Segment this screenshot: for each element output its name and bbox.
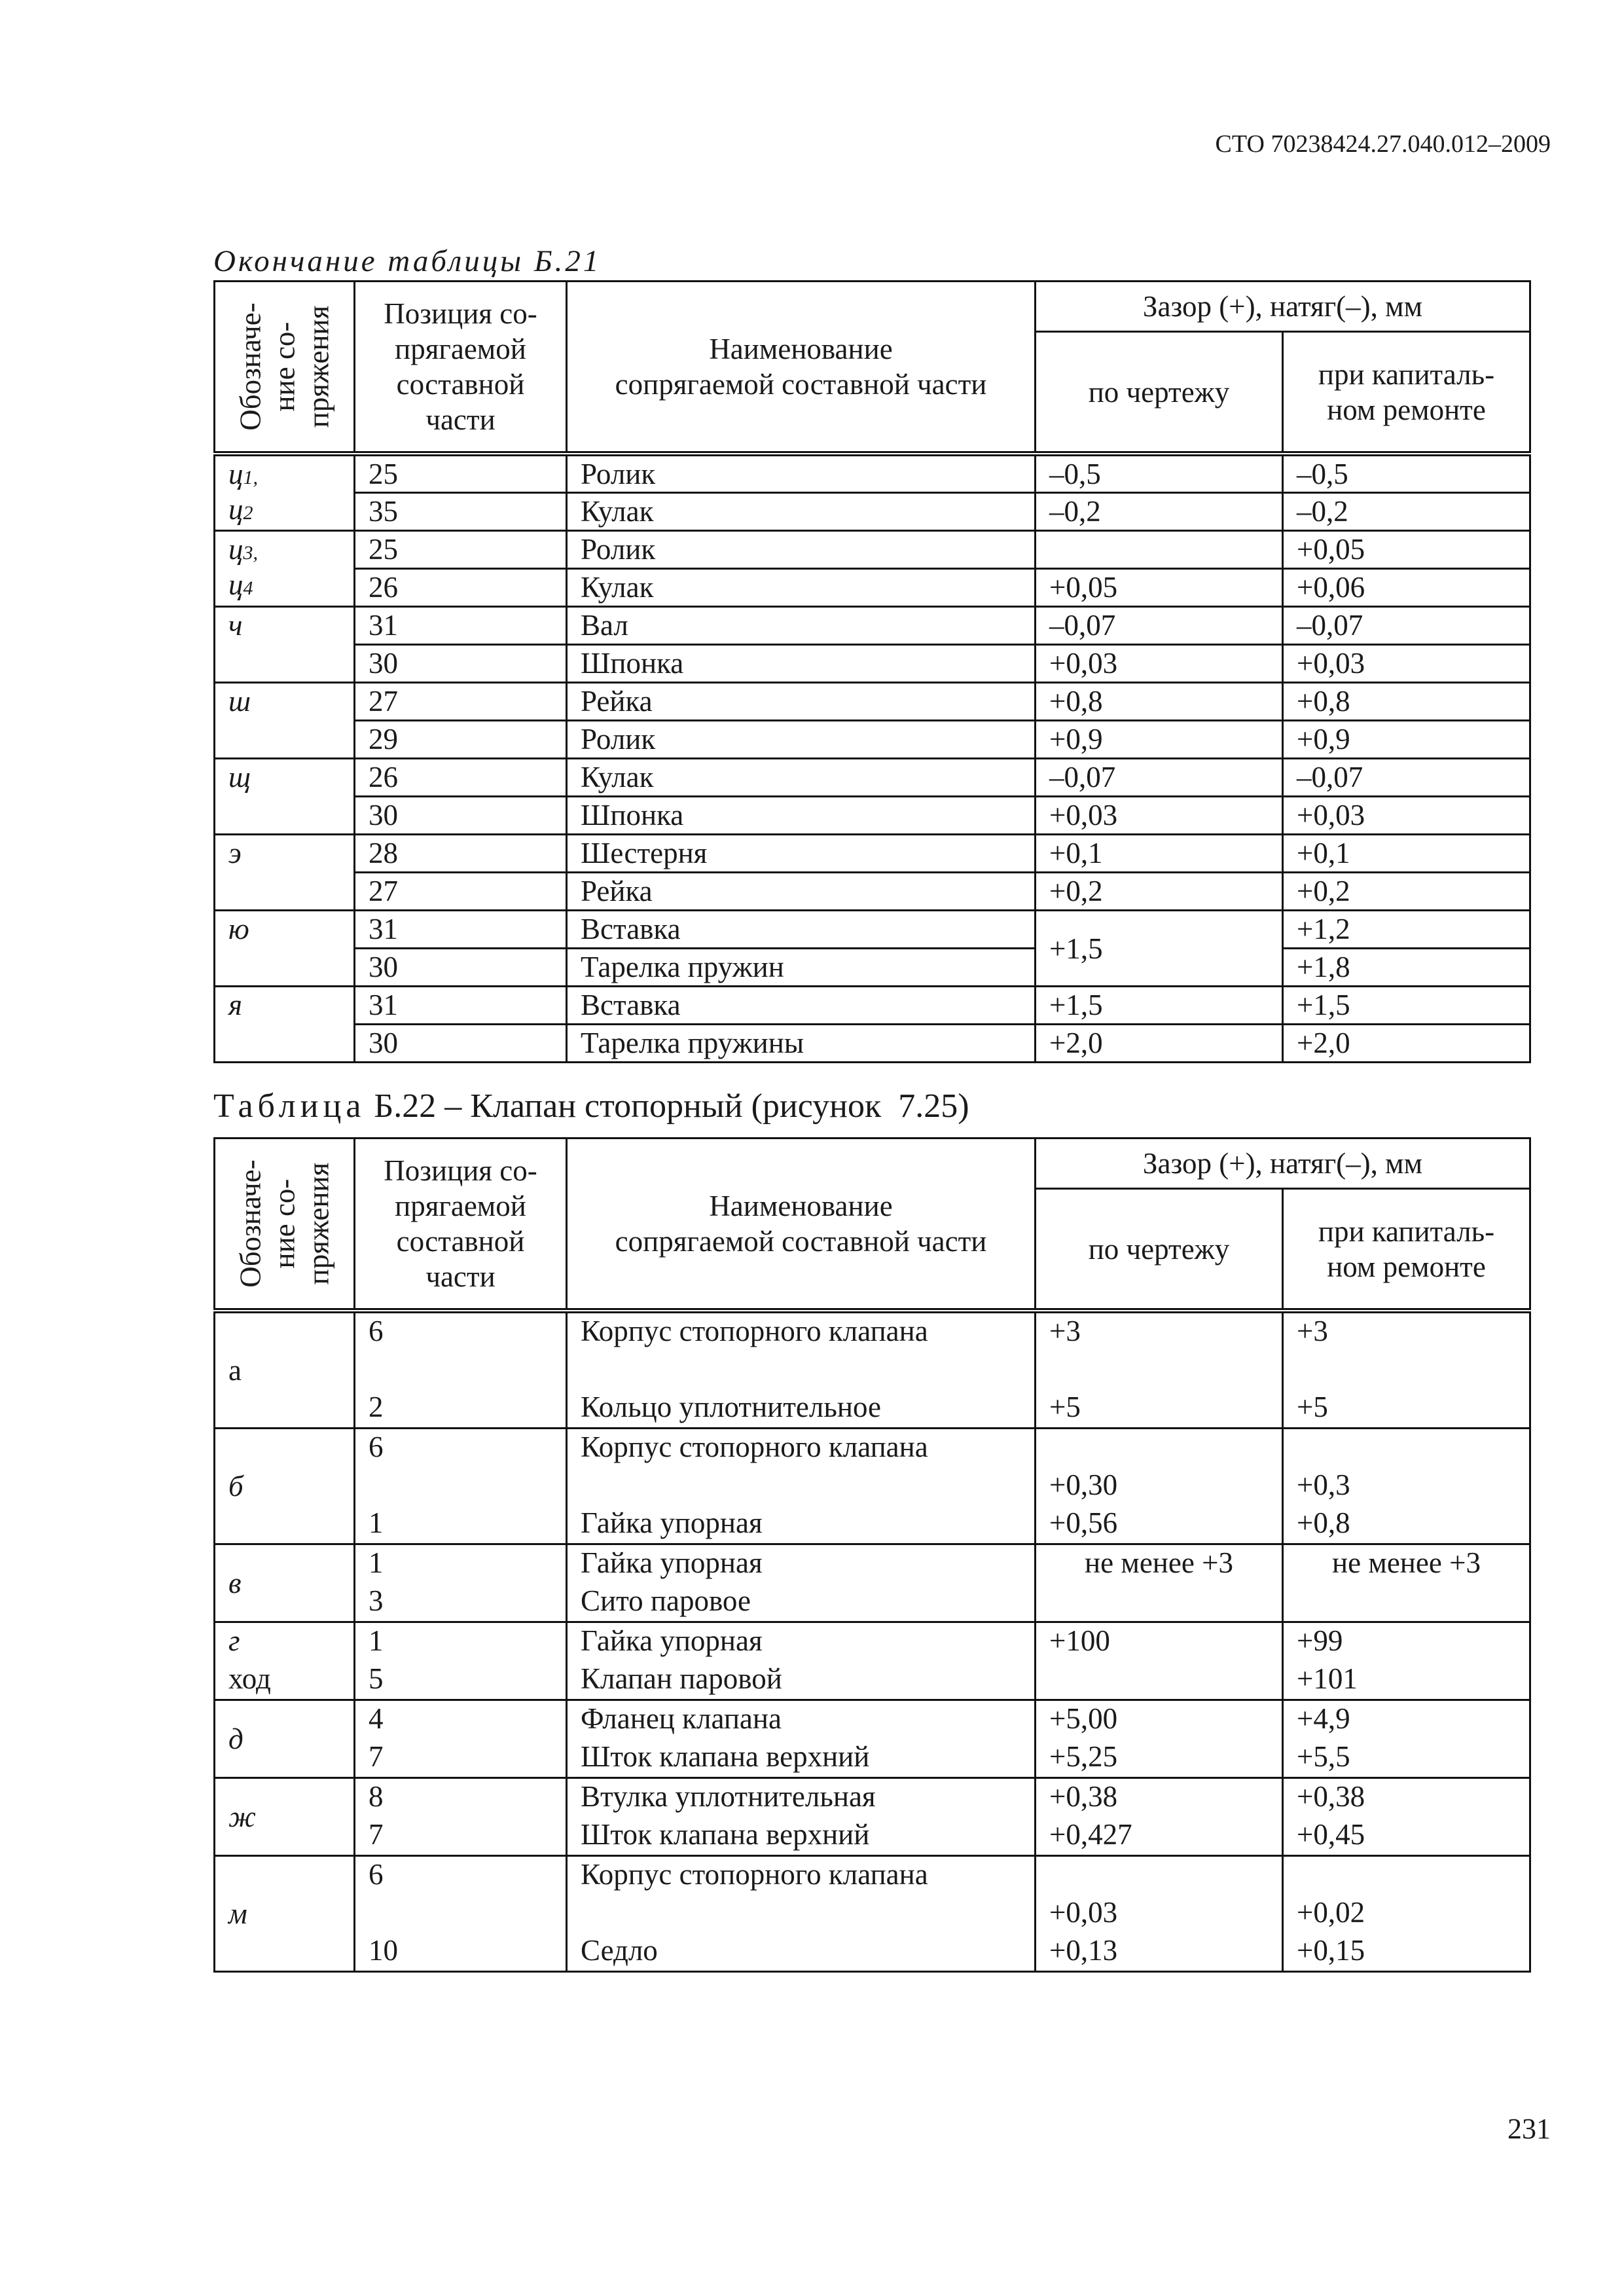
part-position: 6 2 bbox=[355, 1311, 567, 1429]
part-position: 6 1 bbox=[355, 1429, 567, 1544]
mate-designation: м bbox=[215, 1856, 355, 1972]
gap-overhaul: +0,05 bbox=[1283, 531, 1530, 569]
gap-overhaul: +0,03 bbox=[1283, 797, 1530, 835]
header-position: Позиция со- прягаемой составной части bbox=[355, 1139, 567, 1311]
gap-by-drawing: +1,5 bbox=[1036, 911, 1283, 987]
part-name: Шпонка bbox=[567, 797, 1036, 835]
table-row bbox=[215, 1311, 1530, 1429]
table-b22 bbox=[213, 1137, 1531, 1973]
table-b22-title: Таблица Б.22 – Клапан стопорный (рисунок 7.25) bbox=[213, 1087, 969, 1125]
part-position: 30 bbox=[355, 949, 567, 987]
part-position: 27 bbox=[355, 873, 567, 911]
gap-overhaul: +2,0 bbox=[1283, 1025, 1530, 1063]
gap-overhaul: +0,02 +0,15 bbox=[1283, 1856, 1530, 1972]
part-position: 28 bbox=[355, 835, 567, 873]
document-code: СТО 70238424.27.040.012–2009 bbox=[1215, 130, 1551, 158]
gap-by-drawing bbox=[1036, 531, 1283, 569]
gap-by-drawing: +0,03 bbox=[1036, 797, 1283, 835]
gap-by-drawing: +0,9 bbox=[1036, 721, 1283, 759]
part-name: Втулка уплотнительная Шток клапана верхний bbox=[567, 1778, 1036, 1856]
part-name: Корпус стопорного клапана Седло bbox=[567, 1856, 1036, 1972]
table-row bbox=[215, 797, 1530, 835]
part-name: Вал bbox=[567, 607, 1036, 645]
page-number: 231 bbox=[1507, 2113, 1551, 2145]
part-position: 8 7 bbox=[355, 1778, 567, 1856]
mate-designation: д bbox=[215, 1700, 355, 1778]
gap-overhaul: +0,03 bbox=[1283, 645, 1530, 683]
mate-designation: б bbox=[215, 1429, 355, 1544]
part-name: Тарелка пружин bbox=[567, 949, 1036, 987]
part-position: 25 bbox=[355, 531, 567, 569]
mate-designation: щ bbox=[215, 759, 355, 835]
mate-designation: г ход bbox=[215, 1622, 355, 1700]
gap-overhaul: +1,5 bbox=[1283, 987, 1530, 1025]
mate-designation: я bbox=[215, 987, 355, 1063]
mate-designation: ц1, ц2 bbox=[215, 454, 355, 531]
gap-overhaul: +4,9 +5,5 bbox=[1283, 1700, 1530, 1778]
gap-by-drawing: +0,2 bbox=[1036, 873, 1283, 911]
part-name: Ролик bbox=[567, 454, 1036, 493]
table-row bbox=[215, 1622, 1530, 1700]
gap-overhaul: +0,2 bbox=[1283, 873, 1530, 911]
part-position: 31 bbox=[355, 987, 567, 1025]
header-by-drawing: по чертежу bbox=[1036, 1189, 1283, 1311]
gap-by-drawing: +100 bbox=[1036, 1622, 1283, 1700]
part-name: Шпонка bbox=[567, 645, 1036, 683]
part-position: 1 5 bbox=[355, 1622, 567, 1700]
table-row bbox=[215, 1429, 1530, 1544]
mate-designation: ю bbox=[215, 911, 355, 987]
gap-by-drawing: +0,38 +0,427 bbox=[1036, 1778, 1283, 1856]
part-position: 6 10 bbox=[355, 1856, 567, 1972]
table-continuation-caption: Окончание таблицы Б.21 bbox=[213, 244, 602, 278]
mate-designation: ж bbox=[215, 1778, 355, 1856]
gap-overhaul: +0,3 +0,8 bbox=[1283, 1429, 1530, 1544]
gap-overhaul: +3 +5 bbox=[1283, 1311, 1530, 1429]
gap-overhaul: +1,2 bbox=[1283, 911, 1530, 949]
table-row bbox=[215, 454, 1530, 493]
gap-by-drawing: +2,0 bbox=[1036, 1025, 1283, 1063]
part-name: Ролик bbox=[567, 721, 1036, 759]
table-row bbox=[215, 1856, 1530, 1972]
header-gap-group: Зазор (+), натяг(–), мм bbox=[1036, 282, 1530, 332]
table-row bbox=[215, 531, 1530, 569]
gap-by-drawing: +0,05 bbox=[1036, 569, 1283, 607]
header-by-drawing: по чертежу bbox=[1036, 332, 1283, 454]
table-b21-end bbox=[213, 280, 1531, 1063]
gap-by-drawing: +0,30 +0,56 bbox=[1036, 1429, 1283, 1544]
header-overhaul: при капиталь- ном ремонте bbox=[1283, 332, 1530, 454]
gap-by-drawing: –0,5 bbox=[1036, 454, 1283, 493]
part-name: Рейка bbox=[567, 873, 1036, 911]
gap-overhaul: –0,5 bbox=[1283, 454, 1530, 493]
part-position: 4 7 bbox=[355, 1700, 567, 1778]
gap-overhaul: +99 +101 bbox=[1283, 1622, 1530, 1700]
part-name: Тарелка пружины bbox=[567, 1025, 1036, 1063]
header-name: Наименование сопрягаемой составной части bbox=[567, 1139, 1036, 1311]
header-gap-group: Зазор (+), натяг(–), мм bbox=[1036, 1139, 1530, 1189]
part-name: Рейка bbox=[567, 683, 1036, 721]
gap-overhaul: +1,8 bbox=[1283, 949, 1530, 987]
part-name: Корпус стопорного клапана Кольцо уплотнительное bbox=[567, 1311, 1036, 1429]
mate-designation: ч bbox=[215, 607, 355, 683]
part-name: Шестерня bbox=[567, 835, 1036, 873]
table-row bbox=[215, 1544, 1530, 1622]
gap-overhaul: +0,1 bbox=[1283, 835, 1530, 873]
table-row bbox=[215, 1778, 1530, 1856]
part-position: 26 bbox=[355, 759, 567, 797]
header-designation: Обозначе- ние со- пряжения bbox=[215, 282, 355, 454]
part-position: 30 bbox=[355, 797, 567, 835]
part-name: Фланец клапана Шток клапана верхний bbox=[567, 1700, 1036, 1778]
table-row bbox=[215, 949, 1530, 987]
table-row bbox=[215, 911, 1530, 949]
part-position: 27 bbox=[355, 683, 567, 721]
table-row bbox=[215, 721, 1530, 759]
part-name: Гайка упорная Клапан паровой bbox=[567, 1622, 1036, 1700]
table-row bbox=[215, 987, 1530, 1025]
part-name: Кулак bbox=[567, 569, 1036, 607]
gap-by-drawing: +3 +5 bbox=[1036, 1311, 1283, 1429]
gap-by-drawing: +1,5 bbox=[1036, 987, 1283, 1025]
part-position: 1 3 bbox=[355, 1544, 567, 1622]
table-row bbox=[215, 569, 1530, 607]
table-row bbox=[215, 683, 1530, 721]
gap-by-drawing: +0,03 bbox=[1036, 645, 1283, 683]
table-row bbox=[215, 835, 1530, 873]
table-row bbox=[215, 1025, 1530, 1063]
header-position: Позиция со- прягаемой составной части bbox=[355, 282, 567, 454]
mate-designation: ц3, ц4 bbox=[215, 531, 355, 607]
part-name: Ролик bbox=[567, 531, 1036, 569]
gap-overhaul: +0,9 bbox=[1283, 721, 1530, 759]
gap-overhaul: –0,2 bbox=[1283, 493, 1530, 531]
part-position: 31 bbox=[355, 607, 567, 645]
mate-designation: ш bbox=[215, 683, 355, 759]
gap-by-drawing: –0,07 bbox=[1036, 759, 1283, 797]
gap-by-drawing: +0,03 +0,13 bbox=[1036, 1856, 1283, 1972]
part-name: Кулак bbox=[567, 493, 1036, 531]
part-position: 35 bbox=[355, 493, 567, 531]
header-overhaul: при капиталь- ном ремонте bbox=[1283, 1189, 1530, 1311]
part-name: Корпус стопорного клапана Гайка упорная bbox=[567, 1429, 1036, 1544]
table-row bbox=[215, 759, 1530, 797]
gap-by-drawing: не менее +3 bbox=[1036, 1544, 1283, 1622]
gap-overhaul: –0,07 bbox=[1283, 607, 1530, 645]
part-position: 31 bbox=[355, 911, 567, 949]
gap-by-drawing: –0,07 bbox=[1036, 607, 1283, 645]
mate-designation: в bbox=[215, 1544, 355, 1622]
gap-by-drawing: –0,2 bbox=[1036, 493, 1283, 531]
gap-overhaul: +0,38 +0,45 bbox=[1283, 1778, 1530, 1856]
part-name: Вставка bbox=[567, 911, 1036, 949]
part-name: Вставка bbox=[567, 987, 1036, 1025]
gap-by-drawing: +0,8 bbox=[1036, 683, 1283, 721]
table-row bbox=[215, 873, 1530, 911]
table-row bbox=[215, 607, 1530, 645]
gap-overhaul: +0,06 bbox=[1283, 569, 1530, 607]
table-row bbox=[215, 1700, 1530, 1778]
header-name: Наименование сопрягаемой составной части bbox=[567, 282, 1036, 454]
part-position: 26 bbox=[355, 569, 567, 607]
gap-overhaul: +0,8 bbox=[1283, 683, 1530, 721]
table-row bbox=[215, 493, 1530, 531]
gap-by-drawing: +0,1 bbox=[1036, 835, 1283, 873]
part-position: 30 bbox=[355, 645, 567, 683]
part-position: 25 bbox=[355, 454, 567, 493]
gap-by-drawing: +5,00 +5,25 bbox=[1036, 1700, 1283, 1778]
part-name: Кулак bbox=[567, 759, 1036, 797]
header-designation: Обозначе- ние со- пряжения bbox=[215, 1139, 355, 1311]
mate-designation: а bbox=[215, 1311, 355, 1429]
part-position: 30 bbox=[355, 1025, 567, 1063]
gap-overhaul: –0,07 bbox=[1283, 759, 1530, 797]
part-name: Гайка упорная Сито паровое bbox=[567, 1544, 1036, 1622]
mate-designation: э bbox=[215, 835, 355, 911]
gap-overhaul: не менее +3 bbox=[1283, 1544, 1530, 1622]
part-position: 29 bbox=[355, 721, 567, 759]
table-row bbox=[215, 645, 1530, 683]
